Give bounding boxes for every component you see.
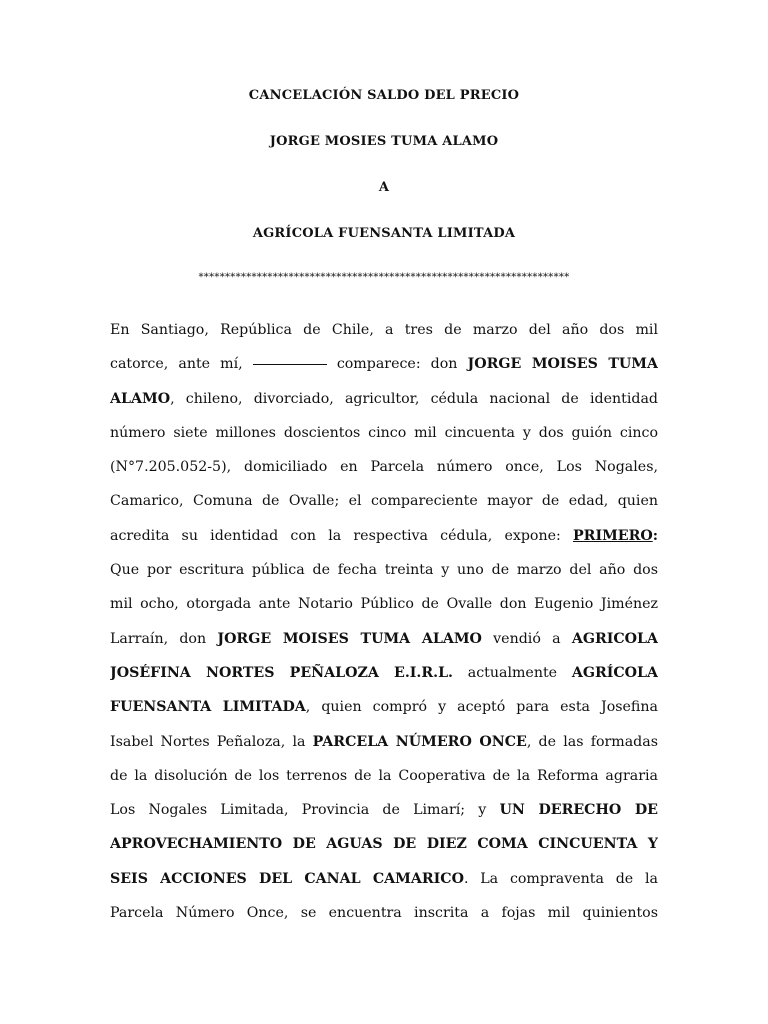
text-segment: acredita su identidad con la respectiva cédula, expone: [110,527,573,544]
text-line [110,690,658,724]
text-segment: catorce, ante mí, [110,356,253,373]
text-line [110,553,658,587]
bold-text-segment: JOSÉFINA NORTES PEÑALOZA E.I.R.L. [110,664,453,681]
text-segment: , de las formadas [526,733,658,750]
text-segment: actualmente [452,664,572,681]
text-line [110,725,658,759]
bold-text-segment: JORGE MOISES TUMA ALAMO [217,630,482,647]
bold-text-segment: PARCELA NÚMERO ONCE [312,733,527,750]
text-segment: Que por escritura pública de fecha treinta y uno de marzo del año dos [110,562,658,579]
text-line [110,347,658,381]
text-line [110,759,658,793]
text-segment: Larraín, don [110,630,218,647]
text-line [110,827,658,861]
text-segment: Los Nogales Limitada, Provincia de Limarí; y [110,802,500,819]
body-paragraph [110,313,658,930]
text-segment: número siete millones doscientos cinco mil cincuenta y dos guión cinco [110,424,658,441]
text-line [110,484,658,518]
bold-text-segment: APROVECHAMIENTO DE AGUAS DE DIEZ COMA CINCUENTA Y [110,836,658,853]
text-segment: Parcela Número Once, se encuentra inscrita a fojas mil quinientos [110,905,658,922]
text-line [110,450,658,484]
text-segment: Camarico, Comuna de Ovalle; el compareciente mayor de edad, quien [110,493,658,510]
document-title: CANCELACIÓN SALDO DEL PRECIO [248,88,520,103]
bold-text-segment: SEIS ACCIONES DEL CANAL CAMARICO [110,870,464,887]
notary-name-blank [253,363,327,365]
text-line [110,313,658,347]
text-segment: . La compraventa de la [463,870,658,887]
party-two-heading: AGRÍCOLA FUENSANTA LIMITADA [252,226,516,241]
bold-text-segment: UN DERECHO DE [499,802,658,819]
bold-text-segment: JORGE MOISES TUMA [467,356,658,373]
text-line [110,416,658,450]
text-segment: Isabel Nortes Peñaloza, la [110,733,313,750]
text-line [110,896,658,930]
text-segment: mil ocho, otorgada ante Notario Público de Ovalle don Eugenio Jiménez [110,596,658,613]
bold-text-segment: : [652,527,658,544]
text-segment: comparece: don [326,356,468,373]
text-segment: de la disolución de los terrenos de la Cooperativa de la Reforma agraria [110,767,658,784]
asterisk-separator: ********************************************************************** [198,272,570,283]
text-line [110,587,658,621]
text-segment: (N°7.205.052-5), domiciliado en Parcela número once, Los Nogales, [110,459,658,476]
text-line [110,382,658,416]
party-one-heading: JORGE MOSIES TUMA ALAMO [269,134,499,149]
text-segment: vendió a [481,630,572,647]
bold-text-segment: PRIMERO [572,527,653,544]
bold-text-segment: AGRICOLA [571,630,658,647]
text-line [110,622,658,656]
text-segment: En Santiago, República de Chile, a tres de marzo del año dos mil [110,322,658,338]
connector-heading: A [378,180,390,195]
text-segment: , quien compró y aceptó para esta Josefina [305,699,658,716]
text-line [110,793,658,827]
text-line [110,519,658,553]
text-segment: , chileno, divorciado, agricultor, cédula nacional de identidad [170,390,658,407]
text-line [110,656,658,690]
bold-text-segment: AGRÍCOLA [571,664,658,681]
bold-text-segment: ALAMO [110,390,171,407]
text-line [110,862,658,896]
bold-text-segment: FUENSANTA LIMITADA [110,699,306,716]
